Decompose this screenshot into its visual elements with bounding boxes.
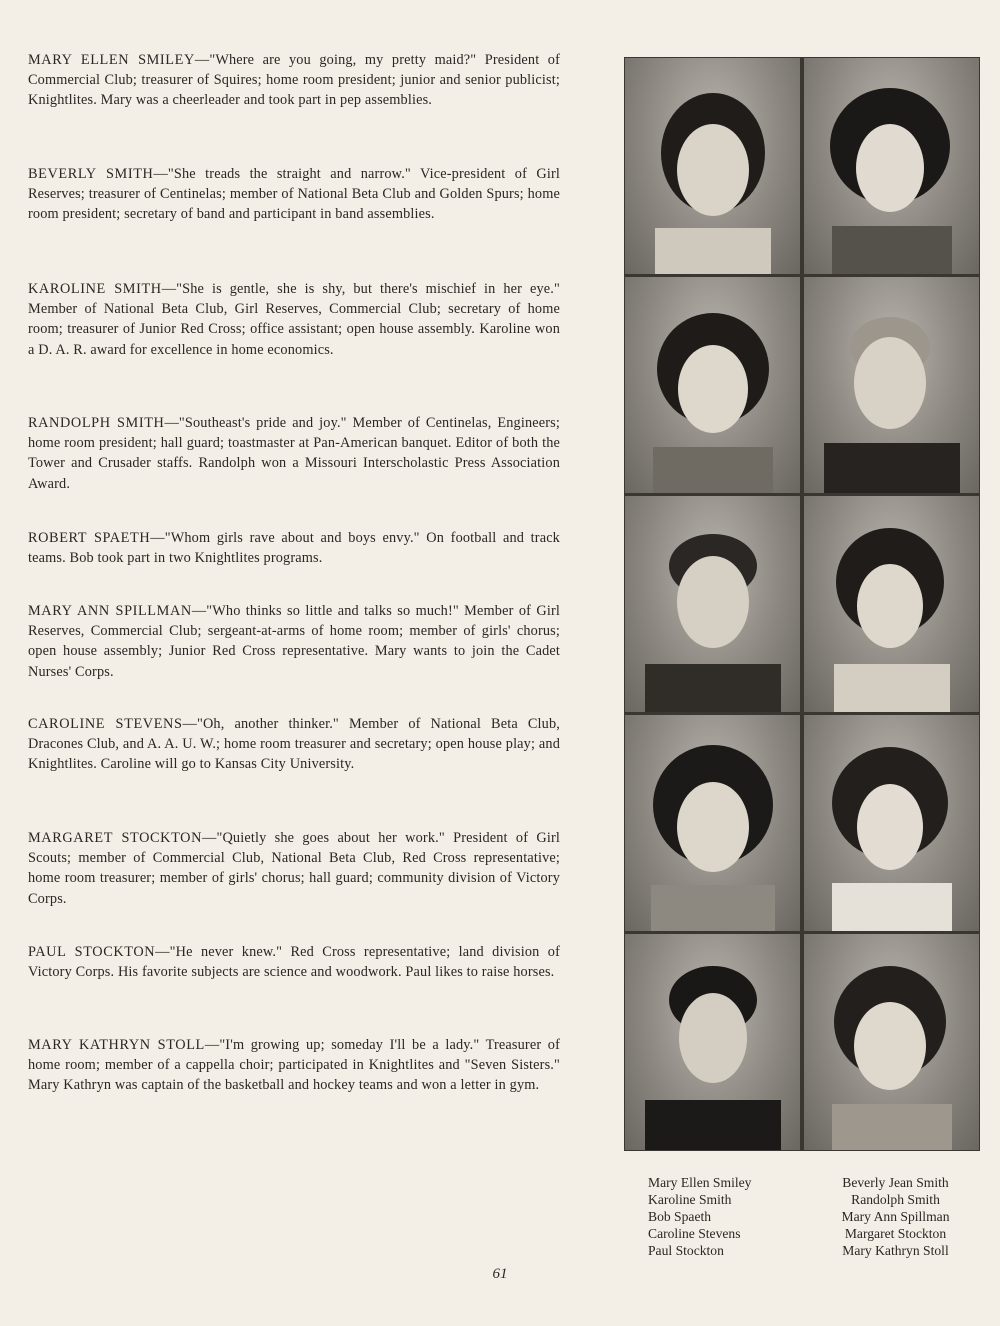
portrait-photo (625, 934, 800, 1150)
portrait-photo (804, 934, 979, 1150)
caption-column-right (808, 1174, 983, 1259)
caption-name: Beverly Jean Smith (842, 1175, 949, 1190)
caption-name: Randolph Smith (851, 1192, 940, 1207)
caption-name: Paul Stockton (648, 1243, 724, 1258)
bio-entry (28, 413, 560, 494)
caption-name: Mary Ann Spillman (841, 1209, 950, 1224)
bio-name: MARY KATHRYN STOLL (28, 1037, 205, 1053)
bio-text: —"She treads the straight and narrow." Vice-president of Girl Reserves; treasurer of Centinelas; member of National Beta Club and Golden Spurs; home room president; secretary of band and participant in band assemblies. (28, 166, 560, 223)
caption-name: Karoline Smith (648, 1192, 732, 1207)
portrait-photo (804, 715, 979, 931)
bio-text: —"She is gentle, she is shy, but there's mischief in her eye." Member of National Beta Club, Girl Reserves, Commercial Club; secretary of home room; treasurer of Junior Red Cross; office assistant; open house assembly. Karoline won a D. A. R. award for excellence in home economics. (28, 281, 560, 358)
bio-entry (28, 601, 560, 682)
bio-name: MARY ANN SPILLMAN (28, 603, 192, 619)
bio-text: —"Who thinks so little and talks so much!" Member of Girl Reserves, Commercial Club; sergeant-at-arms of home room; member of girls' chorus; open house assembly; Junior Red Cross representative. Mary wants to join the Cadet Nurses' Corps. (28, 603, 560, 680)
bio-entry (28, 50, 560, 111)
bio-entry (28, 1035, 560, 1096)
bio-entry (28, 942, 560, 982)
bio-text: —"He never knew." Red Cross representative; land division of Victory Corps. His favorite subjects are science and woodwork. Paul likes to raise horses. (28, 944, 560, 981)
caption-name: Margaret Stockton (844, 1226, 947, 1241)
portrait-photo (625, 277, 800, 493)
bio-name: ROBERT SPAETH (28, 530, 151, 546)
bio-name: RANDOLPH SMITH (28, 415, 165, 431)
bio-name: KAROLINE SMITH (28, 281, 162, 297)
portrait-photo (625, 58, 800, 274)
bio-name: MARGARET STOCKTON (28, 830, 203, 846)
bio-text: —"Southeast's pride and joy." Member of Centinelas, Engineers; home room president; hall guard; toastmaster at Pan-American banquet. Editor of both the Tower and Crusader staffs. Randolph won a Missouri Interscholastic Press Association Award. (28, 415, 560, 492)
bio-entry (28, 714, 560, 775)
caption-column-left (648, 1174, 751, 1259)
bio-entry (28, 828, 560, 909)
bio-text: —"Whom girls rave about and boys envy." On football and track teams. Bob took part in two Knightlites programs. (28, 530, 560, 567)
bio-entry (28, 528, 560, 568)
bio-name: CAROLINE STEVENS (28, 716, 183, 732)
bio-name: PAUL STOCKTON (28, 944, 156, 960)
caption-name: Bob Spaeth (648, 1209, 712, 1224)
portrait-photo (804, 496, 979, 712)
portrait-photo (804, 277, 979, 493)
bio-name: MARY ELLEN SMILEY (28, 52, 195, 68)
bio-text: —"I'm growing up; someday I'll be a lady." Treasurer of home room; member of a cappella choir; participated in Knightlites and "Seven Sisters." Mary Kathryn was captain of the basketball and hockey teams and won a letter in gym. (28, 1037, 560, 1094)
portrait-photo (625, 496, 800, 712)
bio-entry (28, 279, 560, 360)
bio-name: BEVERLY SMITH (28, 166, 154, 182)
bio-text: —"Quietly she goes about her work." President of Girl Scouts; member of Commercial Club, National Beta Club, Red Cross representative; home room treasurer; member of girls' chorus; hall guard; community division of Victory Corps. (28, 830, 560, 907)
bio-text: —"Oh, another thinker." Member of National Beta Club, Dracones Club, and A. A. U. W.; home room treasurer and secretary; open house play; and Knightlites. Caroline will go to Kansas City University. (28, 716, 560, 773)
caption-name: Mary Kathryn Stoll (842, 1243, 949, 1258)
portrait-photo (804, 58, 979, 274)
portrait-grid (624, 57, 980, 1151)
portrait-photo (625, 715, 800, 931)
bio-text: —"Where are you going, my pretty maid?" President of Commercial Club; treasurer of Squires; home room president; junior and senior publicist; Knightlites. Mary was a cheerleader and took part in pep assemblies. (28, 52, 560, 109)
caption-name: Mary Ellen Smiley (648, 1175, 752, 1190)
page-number: 61 (492, 1266, 508, 1282)
caption-name: Caroline Stevens (648, 1226, 741, 1241)
bio-entry (28, 164, 560, 225)
